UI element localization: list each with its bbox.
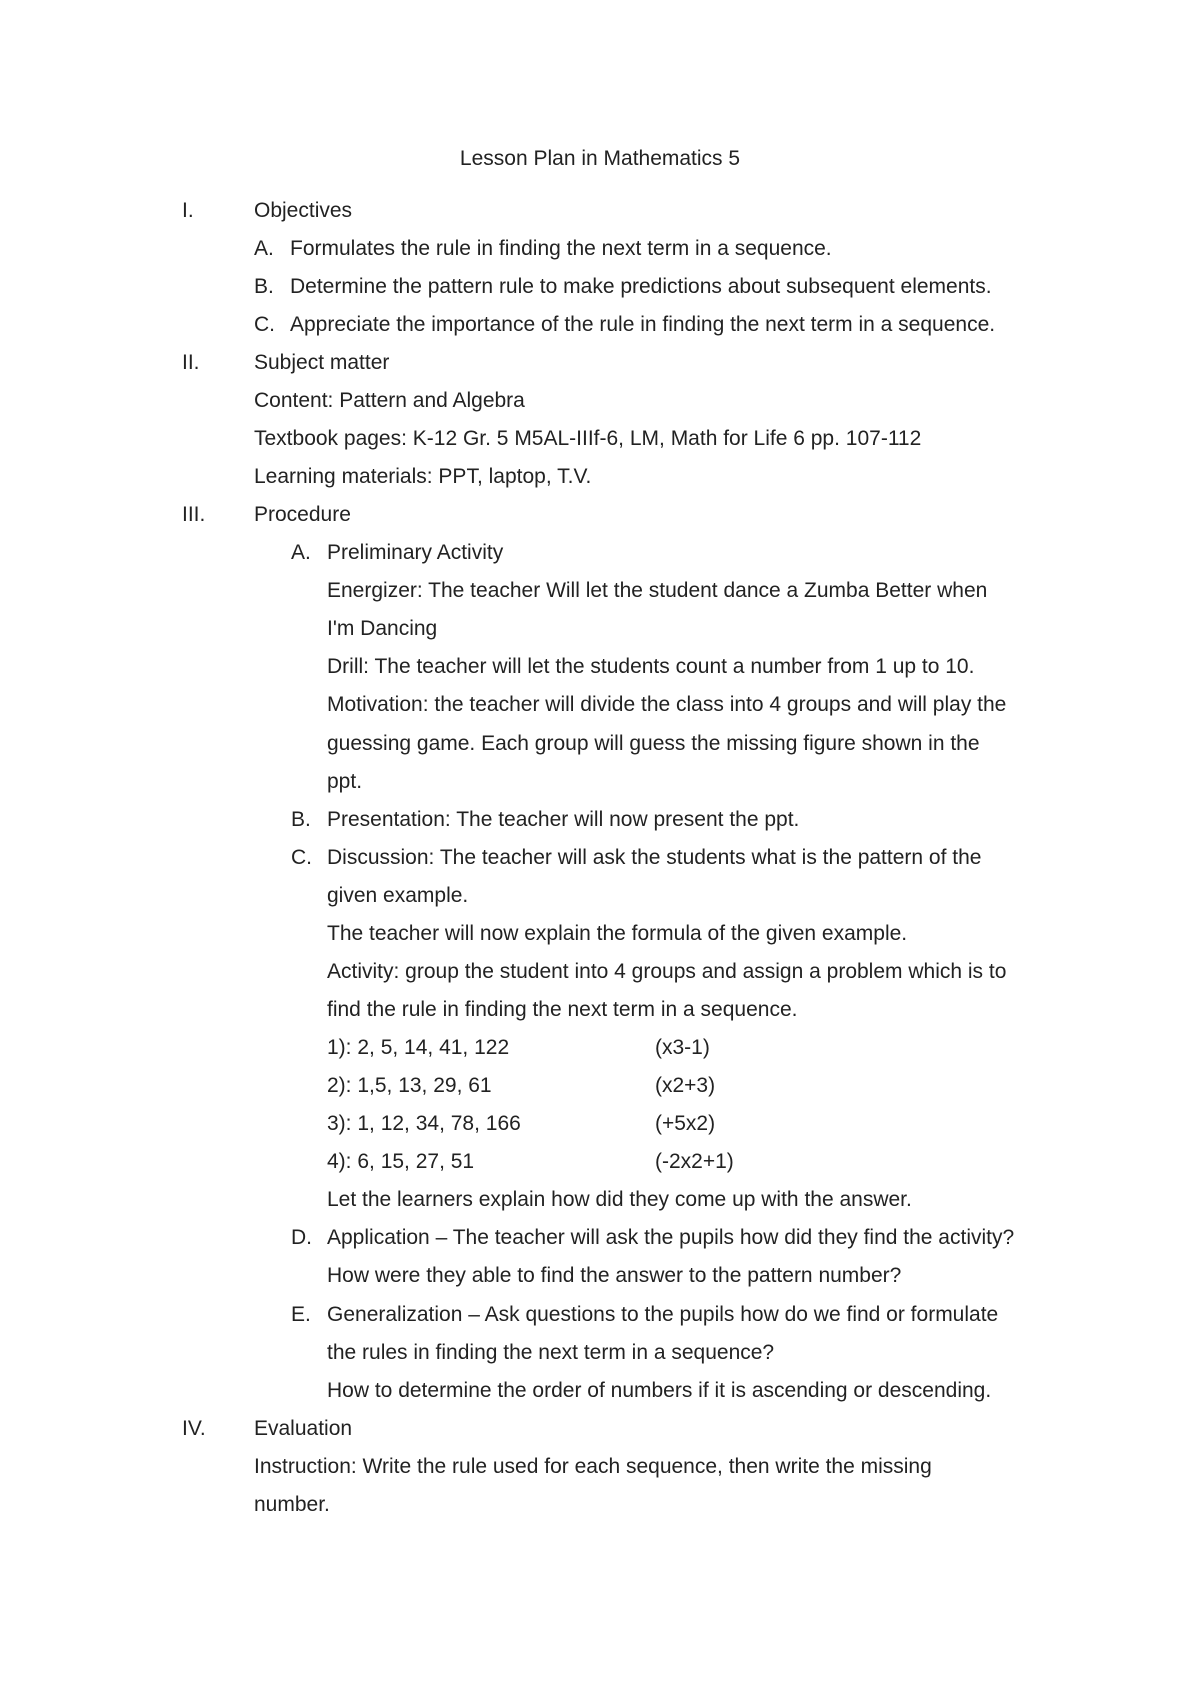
procedure-line: Application – The teacher will ask the pupils how did they find the activity?: [327, 1226, 1015, 1249]
procedure-line: the rules in finding the next term in a sequence?: [327, 1341, 775, 1364]
subject-matter-line: Textbook pages: K-12 Gr. 5 M5AL-IIIf-6, LM, Math for Life 6 pp. 107-112: [254, 427, 922, 450]
sequence-item: 2): 1,5, 13, 29, 61: [327, 1074, 492, 1097]
section-heading-evaluation: Evaluation: [254, 1417, 353, 1440]
page-title: Lesson Plan in Mathematics 5: [459, 147, 741, 170]
procedure-line: Energizer: The teacher Will let the student dance a Zumba Better when: [327, 579, 988, 602]
subject-matter-line: Learning materials: PPT, laptop, T.V.: [254, 465, 592, 488]
procedure-letter: C.: [291, 846, 312, 869]
objective-letter: C.: [254, 313, 275, 336]
procedure-letter: B.: [291, 808, 311, 831]
section-numeral: II.: [182, 351, 200, 374]
objective-letter: A.: [254, 237, 274, 260]
procedure-line: How to determine the order of numbers if it is ascending or descending.: [327, 1379, 992, 1402]
procedure-heading: Preliminary Activity: [327, 541, 504, 564]
procedure-line: Activity: group the student into 4 groups and assign a problem which is to: [327, 960, 1007, 983]
section-heading-subject-matter: Subject matter: [254, 351, 390, 374]
sequence-rule: (x2+3): [655, 1074, 716, 1097]
procedure-line: Let the learners explain how did they come up with the answer.: [327, 1188, 912, 1211]
section-numeral: III.: [182, 503, 206, 526]
section-heading-objectives: Objectives: [254, 199, 353, 222]
sequence-rule: (x3-1): [655, 1036, 710, 1059]
procedure-line: guessing game. Each group will guess the missing figure shown in the: [327, 732, 980, 755]
objective-text: Formulates the rule in finding the next term in a sequence.: [290, 237, 832, 260]
evaluation-line: Instruction: Write the rule used for each sequence, then write the missing: [254, 1455, 932, 1478]
procedure-line: Discussion: The teacher will ask the students what is the pattern of the: [327, 846, 982, 869]
procedure-line: given example.: [327, 884, 469, 907]
procedure-letter: E.: [291, 1303, 311, 1326]
section-heading-procedure: Procedure: [254, 503, 351, 526]
evaluation-line: number.: [254, 1493, 330, 1516]
section-numeral: IV.: [182, 1417, 206, 1440]
objective-text: Determine the pattern rule to make predictions about subsequent elements.: [290, 275, 992, 298]
procedure-line: Drill: The teacher will let the students count a number from 1 up to 10.: [327, 655, 975, 678]
procedure-line: How were they able to find the answer to the pattern number?: [327, 1264, 902, 1287]
procedure-line: Presentation: The teacher will now present the ppt.: [327, 808, 800, 831]
sequence-item: 3): 1, 12, 34, 78, 166: [327, 1112, 521, 1135]
sequence-item: 1): 2, 5, 14, 41, 122: [327, 1036, 510, 1059]
subject-matter-line: Content: Pattern and Algebra: [254, 389, 525, 412]
procedure-line: The teacher will now explain the formula of the given example.: [327, 922, 908, 945]
procedure-letter: A.: [291, 541, 311, 564]
procedure-line: I'm Dancing: [327, 617, 438, 640]
procedure-line: ppt.: [327, 770, 363, 793]
sequence-item: 4): 6, 15, 27, 51: [327, 1150, 475, 1173]
section-numeral: I.: [182, 199, 194, 222]
procedure-letter: D.: [291, 1226, 312, 1249]
sequence-rule: (-2x2+1): [655, 1150, 734, 1173]
sequence-rule: (+5x2): [655, 1112, 716, 1135]
procedure-line: find the rule in finding the next term in a sequence.: [327, 998, 798, 1021]
objective-letter: B.: [254, 275, 274, 298]
procedure-line: Motivation: the teacher will divide the class into 4 groups and will play the: [327, 693, 1007, 716]
procedure-line: Generalization – Ask questions to the pupils how do we find or formulate: [327, 1303, 999, 1326]
objective-text: Appreciate the importance of the rule in finding the next term in a sequence.: [290, 313, 996, 336]
